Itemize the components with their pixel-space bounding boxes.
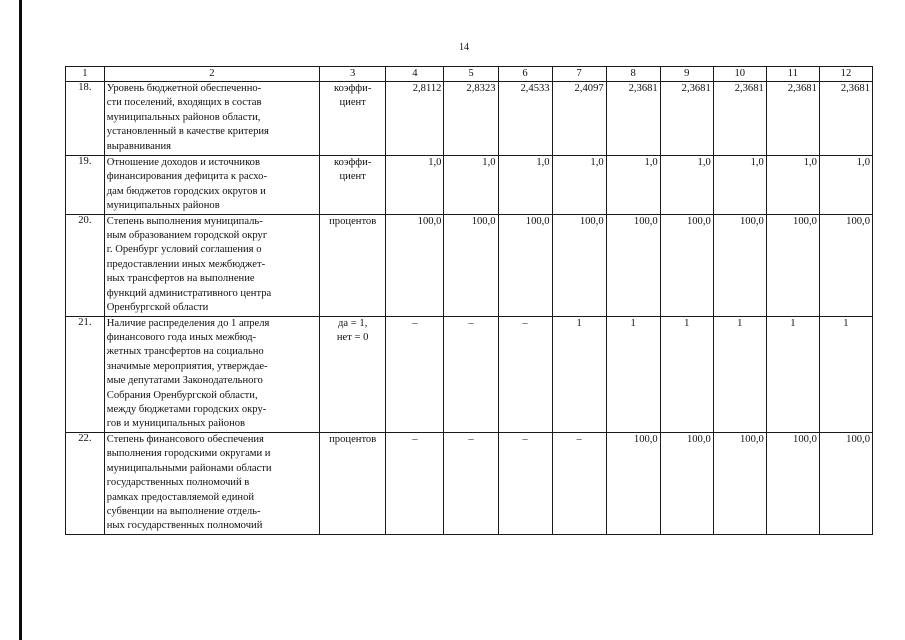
indicator-name-line: рамках предоставляемой единой — [106, 491, 255, 503]
indicator-name — [104, 316, 319, 432]
scan-edge-bar — [19, 0, 22, 640]
indicator-name-line: Степень финансового обеспечения — [106, 433, 264, 445]
value-cell: 1 — [819, 316, 872, 432]
value-cell: – — [444, 432, 498, 534]
value-cell: 100,0 — [660, 214, 713, 316]
table-row — [66, 432, 873, 534]
indicator-name-line: муниципальных районов — [106, 200, 220, 212]
value-cell: 100,0 — [606, 432, 660, 534]
indicator-name-line: Отношение доходов и источников — [106, 157, 260, 168]
budget-indicators-table — [65, 66, 873, 535]
value-cell: 2,3681 — [606, 82, 660, 156]
value-cell: 100,0 — [819, 432, 872, 534]
indicator-name-line: ных государственных полномочий — [106, 520, 263, 532]
column-header: 10 — [713, 67, 766, 82]
unit-line: нет = 0 — [336, 332, 369, 344]
column-header: 4 — [386, 67, 444, 82]
value-cell: 100,0 — [819, 214, 872, 316]
row-number: 21. — [66, 316, 105, 432]
unit-line: коэффи- — [333, 157, 372, 168]
indicator-name-line: государственных полномочий в — [106, 477, 250, 489]
indicator-name-line: значимые мероприятия, утверждае- — [106, 360, 268, 372]
value-cell: – — [498, 432, 552, 534]
indicator-name — [104, 214, 319, 316]
unit-of-measure — [320, 316, 386, 432]
indicator-name-line: Уровень бюджетной обеспеченно- — [106, 83, 262, 94]
value-cell: 100,0 — [660, 432, 713, 534]
column-header: 7 — [552, 67, 606, 82]
value-cell: 1,0 — [386, 156, 444, 215]
value-cell: 1,0 — [713, 156, 766, 215]
unit-line: процентов — [329, 215, 377, 227]
table-body — [66, 67, 873, 535]
value-cell: 1 — [766, 316, 819, 432]
indicator-name-line: установленный в качестве критерия — [106, 126, 269, 138]
indicator-name-line: жетных трансфертов на социально — [106, 346, 264, 358]
value-cell: 2,8112 — [386, 82, 444, 156]
value-cell: 2,8323 — [444, 82, 498, 156]
value-cell: 1 — [552, 316, 606, 432]
table-row — [66, 156, 873, 215]
value-cell: 100,0 — [386, 214, 444, 316]
value-cell: – — [498, 316, 552, 432]
table-row — [66, 214, 873, 316]
header-row — [66, 67, 873, 82]
value-cell: 1,0 — [552, 156, 606, 215]
table-row — [66, 82, 873, 156]
value-cell: 1,0 — [766, 156, 819, 215]
value-cell: 100,0 — [444, 214, 498, 316]
indicator-name-line: Собрания Оренбургской области, — [106, 389, 258, 401]
value-cell: 100,0 — [766, 432, 819, 534]
column-header: 5 — [444, 67, 498, 82]
unit-of-measure — [320, 82, 386, 156]
indicator-name-line: г. Оренбург условий соглашения о — [106, 244, 262, 256]
indicator-name-line: гов и муниципальных районов — [106, 418, 246, 430]
unit-line: процентов — [329, 433, 377, 445]
value-cell: 1,0 — [606, 156, 660, 215]
value-cell: 100,0 — [713, 214, 766, 316]
indicator-name-line: предоставлении иных межбюджет- — [106, 258, 266, 270]
column-header: 9 — [660, 67, 713, 82]
value-cell: 100,0 — [606, 214, 660, 316]
value-cell: 1 — [606, 316, 660, 432]
unit-of-measure — [320, 214, 386, 316]
column-header: 12 — [819, 67, 872, 82]
row-number: 22. — [66, 432, 105, 534]
indicator-name-line: между бюджетами городских окру- — [106, 404, 267, 416]
value-cell: 2,4533 — [498, 82, 552, 156]
indicator-name-line: Оренбургской области — [106, 302, 209, 314]
value-cell: 1,0 — [498, 156, 552, 215]
indicator-name-line: ных трансфертов на выполнение — [106, 273, 255, 285]
indicator-name — [104, 82, 319, 156]
unit-of-measure — [320, 432, 386, 534]
value-cell: 100,0 — [552, 214, 606, 316]
value-cell: 1,0 — [819, 156, 872, 215]
column-header: 1 — [66, 67, 105, 82]
value-cell: 100,0 — [498, 214, 552, 316]
unit-line: циент — [339, 97, 366, 109]
indicator-name-line: муниципальными районами области — [106, 462, 272, 474]
indicator-name-line: финансового года иных межбюд- — [106, 332, 257, 344]
unit-line: коэффи- — [333, 83, 372, 94]
row-number: 19. — [66, 156, 105, 215]
value-cell: – — [386, 316, 444, 432]
value-cell: 1,0 — [660, 156, 713, 215]
table-row — [66, 316, 873, 432]
unit-line: циент — [339, 171, 366, 183]
indicator-name-line: Степень выполнения муниципаль- — [106, 215, 263, 227]
indicator-name-line: дам бюджетов городских округов и — [106, 185, 266, 197]
value-cell: 2,3681 — [819, 82, 872, 156]
unit-of-measure — [320, 156, 386, 215]
indicator-name-line: выравнивания — [106, 140, 172, 152]
indicator-name-line: функций административного центра — [106, 287, 272, 299]
unit-line: да = 1, — [338, 317, 368, 329]
column-header: 3 — [320, 67, 386, 82]
value-cell: – — [444, 316, 498, 432]
indicator-name — [104, 432, 319, 534]
value-cell: 2,3681 — [766, 82, 819, 156]
row-number: 18. — [66, 82, 105, 156]
value-cell: – — [552, 432, 606, 534]
value-cell: 2,4097 — [552, 82, 606, 156]
column-header: 8 — [606, 67, 660, 82]
value-cell: 1,0 — [444, 156, 498, 215]
indicator-name-line: Наличие распределения до 1 апреля — [106, 317, 270, 329]
indicator-name — [104, 156, 319, 215]
indicator-name-line: ным образованием городской округ — [106, 230, 268, 242]
row-number: 20. — [66, 214, 105, 316]
value-cell: 100,0 — [713, 432, 766, 534]
value-cell: 100,0 — [766, 214, 819, 316]
value-cell: 1 — [660, 316, 713, 432]
indicator-name-line: сти поселений, входящих в состав — [106, 97, 262, 109]
value-cell: 2,3681 — [713, 82, 766, 156]
indicator-name-line: выполнения городскими округами и — [106, 448, 271, 460]
indicator-name-line: муниципальных районов области, — [106, 111, 261, 123]
column-header: 11 — [766, 67, 819, 82]
indicator-name-line: субвенции на выполнение отдель- — [106, 505, 261, 517]
column-header: 2 — [104, 67, 319, 82]
value-cell: 1 — [713, 316, 766, 432]
indicator-name-line: мые депутатами Законодательного — [106, 375, 263, 387]
value-cell: 2,3681 — [660, 82, 713, 156]
indicator-name-line: финансирования дефицита к расхо- — [106, 171, 268, 183]
value-cell: – — [386, 432, 444, 534]
page-number: 14 — [459, 42, 469, 53]
column-header: 6 — [498, 67, 552, 82]
